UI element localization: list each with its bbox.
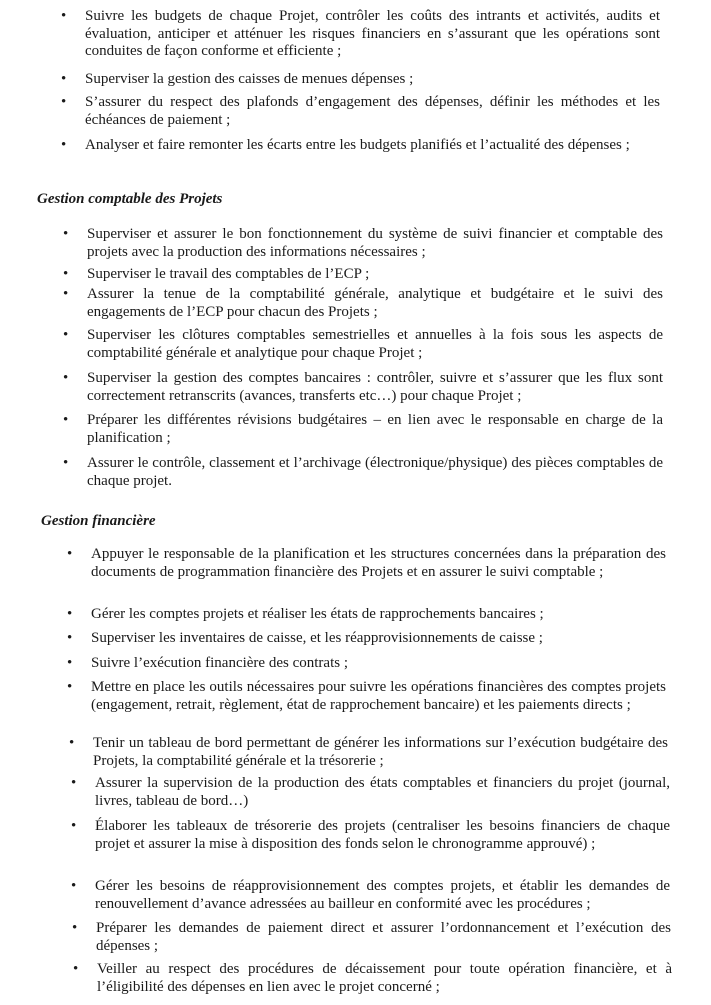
list-item: • Suivre l’exécution financière des contrats ; xyxy=(67,655,348,671)
bullet-icon: • xyxy=(67,546,73,562)
bullet-icon: • xyxy=(71,878,77,894)
section-heading-accounting: Gestion comptable des Projets xyxy=(37,191,223,207)
bullet-icon: • xyxy=(69,735,75,751)
bullet-icon: • xyxy=(63,412,69,428)
bullet-icon: • xyxy=(61,137,67,153)
bullet-icon: • xyxy=(63,370,69,386)
list-item: • Superviser la gestion des comptes bancaires : contrôler, suivre et s’assurer que les flux sont correctement retranscrits (avances, transferts etc…) pour chaque Projet ; xyxy=(63,370,663,404)
list-item: • Superviser et assurer le bon fonctionnement du système de suivi financier et comptable des projets avec la production des informations nécessaires ; xyxy=(63,226,663,260)
bullet-icon: • xyxy=(61,8,67,24)
list-item: • Superviser les clôtures comptables semestrielles et annuelles à la fois sous les aspects de comptabilité générale et analytique pour chaque Projet ; xyxy=(63,327,663,361)
list-item: • Assurer le contrôle, classement et l’archivage (électronique/physique) des pièces comptables de chaque projet. xyxy=(63,455,663,489)
bullet-icon: • xyxy=(67,630,73,646)
list-item: • Gérer les comptes projets et réaliser les états de rapprochements bancaires ; xyxy=(67,606,544,622)
bullet-icon: • xyxy=(67,655,73,671)
section-heading-finance: Gestion financière xyxy=(41,513,156,529)
bullet-icon: • xyxy=(61,71,67,87)
list-item: • Appuyer le responsable de la planification et les structures concernées dans la préparation des documents de programmation financière des Projets et en assurer le suivi comptable ; xyxy=(67,546,666,580)
list-item: • Analyser et faire remonter les écarts entre les budgets planifiés et l’actualité des dépenses ; xyxy=(61,137,630,153)
list-item: • Superviser les inventaires de caisse, et les réapprovisionnements de caisse ; xyxy=(67,630,543,646)
list-item: • Gérer les besoins de réapprovisionnement des comptes projets, et établir les demandes de renouvellement d’avance adressées au bailleur en conformité avec les procédures ; xyxy=(71,878,670,912)
bullet-icon: • xyxy=(63,266,69,282)
list-item: • Élaborer les tableaux de trésorerie des projets (centraliser les besoins financiers de chaque projet et assurer la mise à disposition des fonds selon le chronogramme approuvé) ; xyxy=(71,818,670,852)
bullet-icon: • xyxy=(71,775,77,791)
bullet-icon: • xyxy=(72,920,78,936)
bullet-icon: • xyxy=(67,606,73,622)
list-item: • Assurer la tenue de la comptabilité générale, analytique et budgétaire et le suivi des engagements de l’ECP pour chacun des Projets ; xyxy=(63,286,663,320)
bullet-icon: • xyxy=(63,455,69,471)
list-item: • Veiller au respect des procédures de décaissement pour toute opération financière, et à l’éligibilité des dépenses en lien avec le projet concerné ; xyxy=(73,961,672,995)
bullet-icon: • xyxy=(63,286,69,302)
list-item: • Mettre en place les outils nécessaires pour suivre les opérations financières des comptes projets (engagement, retrait, règlement, état de rapprochement bancaire) et les paiements directs ; xyxy=(67,679,666,713)
list-item: • S’assurer du respect des plafonds d’engagement des dépenses, définir les méthodes et les échéances de paiement ; xyxy=(61,94,660,128)
list-item: • Tenir un tableau de bord permettant de générer les informations sur l’exécution budgétaire des Projets, la comptabilité générale et la trésorerie ; xyxy=(69,735,668,769)
list-item: • Préparer les différentes révisions budgétaires – en lien avec le responsable en charge de la planification ; xyxy=(63,412,663,446)
list-item: • Assurer la supervision de la production des états comptables et financiers du projet (journal, livres, tableau de bord…) xyxy=(71,775,670,809)
list-item: • Préparer les demandes de paiement direct et assurer l’ordonnancement et l’exécution des dépenses ; xyxy=(72,920,671,954)
bullet-icon: • xyxy=(67,679,73,695)
list-item: • Suivre les budgets de chaque Projet, contrôler les coûts des intrants et activités, audits et évaluation, anticiper et atténuer les risques financiers en s’assurant que les opérations sont conduites de façon conforme et efficiente ; xyxy=(61,8,660,59)
list-item: • Superviser le travail des comptables de l’ECP ; xyxy=(63,266,370,282)
bullet-icon: • xyxy=(63,226,69,242)
list-item: • Superviser la gestion des caisses de menues dépenses ; xyxy=(61,71,414,87)
bullet-icon: • xyxy=(61,94,67,110)
bullet-icon: • xyxy=(71,818,77,834)
bullet-icon: • xyxy=(73,961,79,977)
bullet-icon: • xyxy=(63,327,69,343)
